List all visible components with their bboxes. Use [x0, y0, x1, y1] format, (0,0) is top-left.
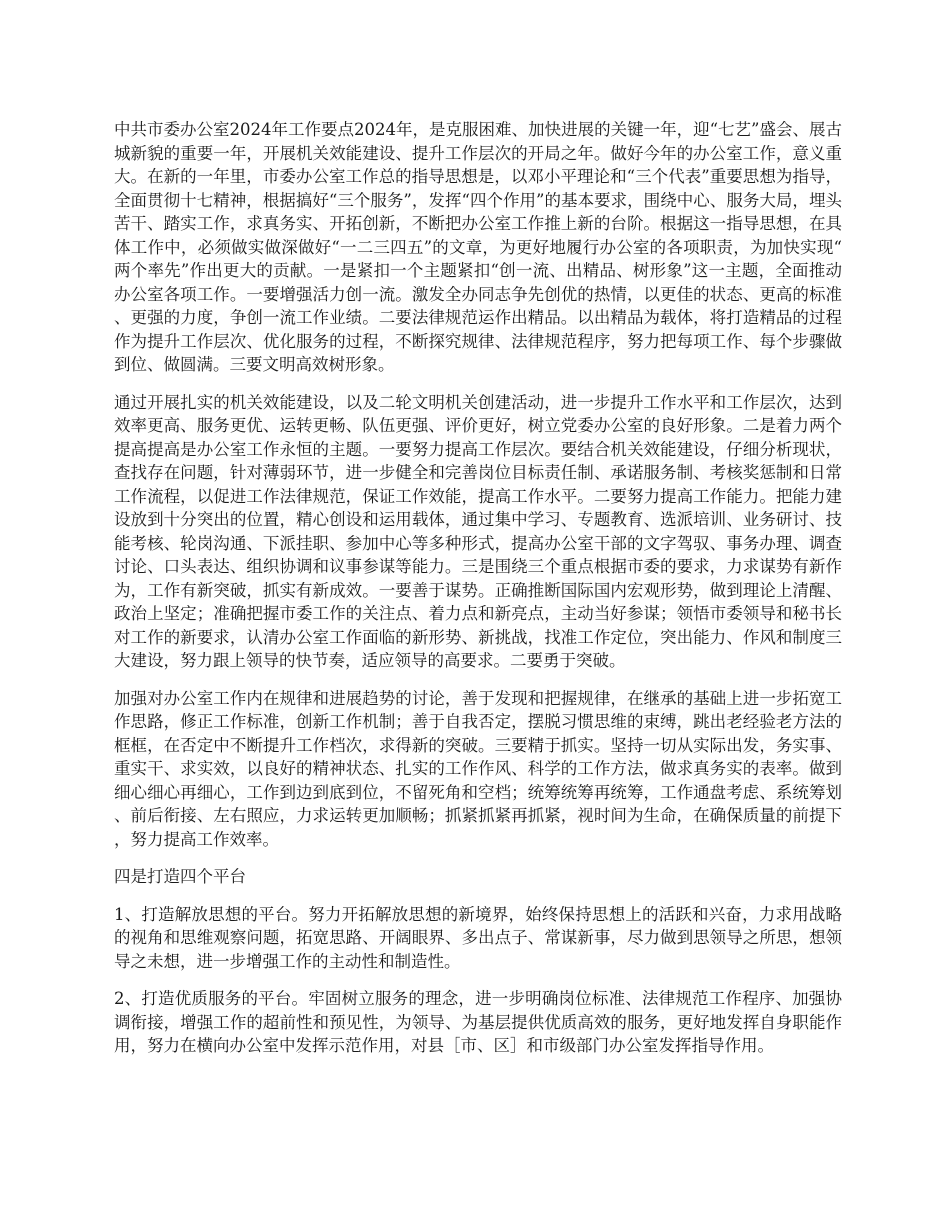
paragraph-intro: 中共市委办公室2024年工作要点2024年，是克服困难、加快进展的关键一年，迎“七艺”盛会、展古城新貌的重要一年，开展机关效能建设、提升工作层次的开局之年。做好今年的办公室工作，意义重大。在新的一年里，市委办公室工作总的指导思想是，以邓小平理论和“三个代表”重要思想为指导，全面贯彻十七精神，根据搞好“三个服务”，发挥“四个作用”的基本要求，围绕中心、服务大局，埋头苦干、踏实工作，求真务实、开拓创新，不断把办公室工作推上新的台阶。根据这一指导思想，在具体工作中，必须做实做深做好“一二三四五”的文章，为更好地履行办公室的各项职责，为加快实现“两个率先”作出更大的贡献。一是紧扣一个主题紧扣“创一流、出精品、树形象”这一主题，全面推动办公室各项工作。一要增强活力创一流。激发全办同志争先创优的热情，以更佳的状态、更高的标准、更强的力度，争创一流工作业绩。二要法律规范运作出精品。以出精品为载体，将打造精品的过程作为提升工作层次、优化服务的过程，不断探究规律、法律规范程序，努力把每项工作、每个步骤做到位、做圆满。三要文明高效树形象。 [114, 120, 842, 374]
paragraph-efficiency: 通过开展扎实的机关效能建设，以及二轮文明机关创建活动，进一步提升工作水平和工作层次，达到效率更高、服务更优、运转更畅、队伍更强、评价更好，树立党委办公室的良好形象。二是着力两个提高提高是办公室工作永恒的主题。一要努力提高工作层次。要结合机关效能建设，仔细分析现状，查找存在问题，针对薄弱环节，进一步健全和完善岗位目标责任制、承诺服务制、考核奖惩制和日常工作流程，以促进工作法律规范，保证工作效能，提高工作水平。二要努力提高工作能力。把能力建设放到十分突出的位置，精心创设和运用载体，通过集中学习、专题教育、选派培训、业务研讨、技能考核、轮岗沟通、下派挂职、参加中心等多种形式，提高办公室干部的文字驾驭、事务办理、调查讨论、口头表达、组织协调和议事参谋等能力。三是围绕三个重点根据市委的要求，力求谋势有新作为，工作有新突破，抓实有新成效。一要善于谋势。正确推断国际国内宏观形势，做到理论上清醒、政治上坚定；准确把握市委工作的关注点、着力点和新亮点，主动当好参谋；领悟市委领导和秘书长对工作的新要求，认清办公室工作面临的新形势、新挑战，找准工作定位，突出能力、作风和制度三大建设，努力跟上领导的快节奏，适应领导的高要求。二要勇于突破。 [114, 392, 842, 670]
list-item-platform-1: 1、打造解放思想的平台。努力开拓解放思想的新境界，始终保持思想上的活跃和兴奋，力求用战略的视角和思维观察问题，拓宽思路、开阔眼界、多出点子、常谋新事，尽力做到思领导之所思，想领导之未想，进一步增强工作的主动性和制造性。 [114, 904, 842, 971]
document-body [114, 118, 842, 1072]
paragraph-rules: 加强对办公室工作内在规律和进展趋势的讨论，善于发现和把握规律，在继承的基础上进一步拓宽工作思路，修正工作标准，创新工作机制；善于自我否定，摆脱习惯思维的束缚，跳出老经验老方法的框框，在否定中不断提升工作档次，求得新的突破。三要精于抓实。坚持一切从实际出发，务实事、重实干、求实效，以良好的精神状态、扎实的工作作风、科学的工作方法，做求真务实的表率。做到细心细心再细心，工作到边到底到位，不留死角和空档；统筹统筹再统筹，工作通盘考虑、系统筹划、前后衔接、左右照应，力求运转更加顺畅；抓紧抓紧再抓紧，视时间为生命，在确保质量的前提下，努力提高工作效率。 [114, 688, 842, 849]
section-heading-four-platforms: 四是打造四个平台 [114, 867, 246, 886]
list-item-platform-2: 2、打造优质服务的平台。牢固树立服务的理念，进一步明确岗位标准、法律规范工作程序、加强协调衔接，增强工作的超前性和预见性，为领导、为基层提供优质高效的服务，更好地发挥自身职能作用，努力在横向办公室中发挥示范作用，对县［市、区］和市级部门办公室发挥指导作用。 [114, 989, 842, 1055]
